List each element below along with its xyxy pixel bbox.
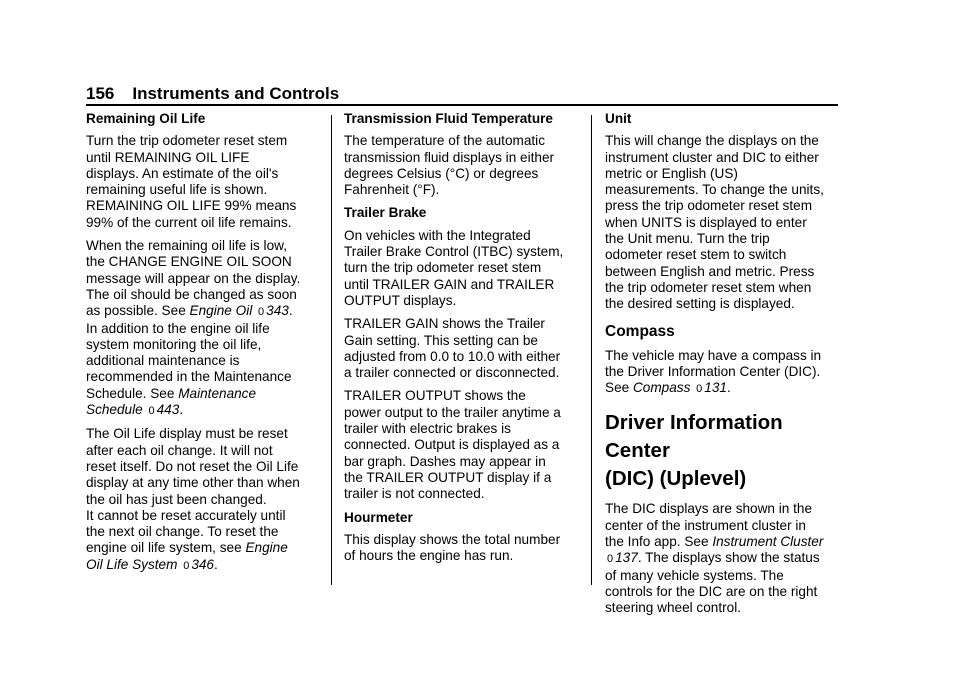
text-line [86, 386, 321, 402]
text-line: REMAINING OIL LIFE 99% means [86, 198, 297, 214]
text-line: center of the instrument cluster in [605, 517, 806, 533]
column-divider-1 [331, 115, 332, 585]
paragraph [344, 532, 579, 565]
text-line [86, 557, 321, 574]
text-line: trailer with electric brakes is [344, 421, 511, 437]
page-header [86, 84, 838, 104]
text-line: This will change the displays on the [605, 133, 819, 149]
text-line: the Driver Information Center (DIC). [605, 363, 821, 379]
heading-unit: Unit [605, 111, 632, 126]
page-reference-icon: 0 [607, 553, 614, 566]
text-line: reset itself. Do not reset the Oil Life [86, 458, 299, 474]
text-line: Fahrenheit (°F). [344, 182, 440, 198]
page-number: 156 [86, 84, 115, 103]
heading-remaining-oil-life: Remaining Oil Life [86, 111, 206, 126]
heading-line: (DIC) (Uplevel) [605, 467, 747, 491]
paragraph [86, 238, 321, 419]
link-engine-oil-life-system[interactable] [86, 557, 214, 572]
link-page: 137 [615, 550, 638, 566]
text-line: 99% of the current oil life remains. [86, 214, 292, 230]
column-3 [605, 111, 840, 624]
text-line: remaining useful life is shown. [86, 182, 268, 198]
link-text: Schedule [86, 402, 143, 418]
text-line: displays. An estimate of the oil's [86, 165, 279, 181]
text-line [86, 303, 321, 320]
text-line: Gain setting. This setting can be [344, 332, 538, 348]
section-title: Instruments and Controls [132, 84, 340, 103]
text-line: the TRAILER OUTPUT display if a [344, 469, 552, 485]
text-line: degrees Celsius (°C) or degrees [344, 165, 539, 181]
link-engine-oil[interactable] [190, 303, 289, 318]
text-line: On vehicles with the Integrated [344, 227, 531, 243]
text-line: trailer is not connected. [344, 486, 485, 502]
paragraph [344, 316, 579, 381]
header-rule [86, 104, 838, 106]
link-text: Oil Life System [86, 556, 178, 572]
text-fragment: . The displays show the status [637, 550, 820, 566]
text-line: when UNITS is displayed to enter [605, 214, 807, 230]
text-line: display at any time other than when [86, 475, 300, 491]
link-engine-oil-life-system[interactable]: Engine [245, 540, 288, 556]
text-fragment: as possible. See [86, 303, 190, 319]
link-page: 131 [704, 380, 727, 396]
text-line: measurements. To change the units, [605, 182, 824, 198]
text-line: the Unit menu. Turn the trip [605, 231, 770, 247]
text-line: the next oil change. To reset the [86, 524, 279, 540]
text-line: system monitoring the oil life, [86, 336, 262, 352]
text-line: the oil has just been changed. [86, 491, 267, 507]
text-line: It cannot be reset accurately until [86, 507, 286, 523]
text-line: connected. Output is displayed as a [344, 437, 560, 453]
text-line: of hours the engine has run. [344, 548, 514, 564]
heading-compass: Compass [605, 322, 675, 340]
heading-transmission-fluid-temperature: Transmission Fluid Temperature [344, 111, 553, 126]
paragraph [344, 388, 579, 502]
link-instrument-cluster[interactable]: Instrument Cluster [712, 534, 824, 550]
text-line: between English and metric. Press [605, 263, 815, 279]
text-line: steering wheel control. [605, 600, 742, 616]
text-line: of many vehicle systems. The [605, 567, 784, 583]
text-line: TRAILER GAIN shows the Trailer [344, 316, 545, 332]
text-line: The DIC displays are shown in the [605, 501, 813, 517]
text-line: message will appear on the display. [86, 270, 301, 286]
text-line [86, 402, 321, 419]
link-text: Engine Oil [189, 303, 253, 319]
page-reference-icon: 0 [696, 383, 703, 396]
text-line: until REMAINING OIL LIFE [86, 149, 250, 165]
text-line: This display shows the total number [344, 531, 561, 547]
text-line: The Oil Life display must be reset [86, 426, 288, 442]
text-line: metric or English (US) [605, 165, 738, 181]
text-fragment: . [214, 556, 218, 572]
text-line: The oil should be changed as soon [86, 286, 297, 302]
text-fragment: Schedule. See [86, 385, 179, 401]
text-line [605, 380, 840, 397]
text-line: controls for the DIC are on the right [605, 583, 818, 599]
heading-trailer-brake: Trailer Brake [344, 205, 427, 221]
text-fragment: See [605, 380, 633, 396]
text-line: bar graph. Dashes may appear in [344, 453, 546, 469]
text-fragment: the Info app. See [605, 534, 713, 550]
text-fragment: . [726, 380, 731, 396]
text-line: When the remaining oil life is low, [86, 238, 287, 254]
text-line [605, 550, 840, 567]
text-line: transmission fluid displays in either [344, 149, 555, 165]
paragraph [344, 228, 579, 309]
text-fragment: . [288, 303, 293, 319]
column-2 [344, 111, 579, 571]
paragraph [605, 348, 840, 398]
link-compass[interactable] [633, 380, 727, 395]
text-line: TRAILER OUTPUT shows the [344, 388, 526, 404]
text-line: adjusted from 0.0 to 10.0 with either [344, 348, 561, 364]
text-line: after each oil change. It will not [86, 442, 273, 458]
paragraph [344, 133, 579, 198]
text-line: OUTPUT displays. [344, 292, 457, 308]
link-text: Compass [632, 380, 691, 396]
text-line: Turn the trip odometer reset stem [86, 133, 288, 149]
paragraph [605, 501, 840, 616]
link-page: 346 [191, 556, 214, 572]
heading-line: Driver Information Center [605, 411, 783, 463]
text-fragment: . [179, 402, 184, 418]
heading-driver-information-center [605, 409, 840, 493]
page-reference-icon: 0 [148, 405, 155, 418]
link-instrument-cluster[interactable] [605, 550, 638, 565]
paragraph [86, 426, 321, 574]
text-line: press the trip odometer reset stem [605, 198, 813, 214]
link-maintenance-schedule[interactable] [86, 402, 179, 417]
text-line: Trailer Brake Control (ITBC) system, [344, 244, 564, 260]
text-line [86, 540, 321, 556]
link-maintenance-schedule[interactable]: Maintenance [178, 385, 257, 401]
text-line: odometer reset stem to switch [605, 247, 787, 263]
text-line: The temperature of the automatic [344, 133, 545, 149]
page-reference-icon: 0 [258, 306, 265, 319]
column-divider-2 [591, 115, 592, 585]
text-line: additional maintenance is [86, 353, 240, 369]
text-fragment: engine oil life system, see [86, 540, 246, 556]
text-line: until TRAILER GAIN and TRAILER [344, 276, 555, 292]
text-line: The vehicle may have a compass in [605, 347, 822, 363]
paragraph [605, 133, 840, 312]
link-page: 443 [156, 402, 180, 418]
text-line: instrument cluster and DIC to either [605, 149, 819, 165]
text-line: the desired setting is displayed. [605, 296, 795, 312]
text-line: a trailer connected or disconnected. [344, 365, 560, 381]
text-line: In addition to the engine oil life [86, 320, 270, 336]
paragraph [86, 133, 321, 231]
text-line: the CHANGE ENGINE OIL SOON [86, 254, 292, 270]
text-line [605, 534, 840, 550]
text-line: the trip odometer reset stem when [605, 279, 812, 295]
link-page: 343 [266, 303, 289, 319]
text-line: recommended in the Maintenance [86, 369, 292, 385]
heading-hourmeter: Hourmeter [344, 509, 413, 525]
page-reference-icon: 0 [183, 559, 190, 572]
column-1 [86, 111, 321, 581]
text-line: power output to the trailer anytime a [344, 404, 561, 420]
text-line: turn the trip odometer reset stem [344, 260, 542, 276]
